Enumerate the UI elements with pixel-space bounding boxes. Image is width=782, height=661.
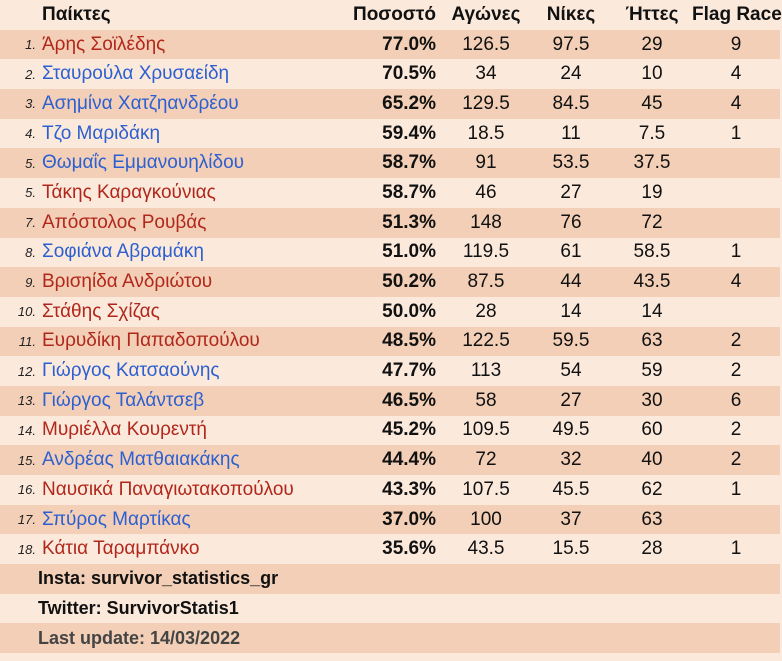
wins-cell: 27	[530, 386, 612, 416]
rank-cell: 5.	[0, 148, 38, 178]
rank-cell: 2.	[0, 59, 38, 89]
percentage-cell: 51.0%	[344, 238, 442, 268]
header-row	[0, 0, 780, 30]
games-cell: 28	[442, 297, 530, 327]
games-cell: 43.5	[442, 534, 530, 564]
table-row	[0, 475, 780, 505]
losses-cell: 19	[612, 178, 692, 208]
percentage-cell: 45.2%	[344, 416, 442, 446]
losses-cell: 59	[612, 356, 692, 386]
wins-cell: 76	[530, 208, 612, 238]
flag-race-cell	[692, 505, 780, 535]
rank-cell: 11.	[0, 327, 38, 357]
player-name: Σταυρούλα Χρυσαείδη	[38, 59, 344, 89]
rank-cell: 16.	[0, 475, 38, 505]
percentage-cell: 77.0%	[344, 30, 442, 60]
rank-cell: 18.	[0, 534, 38, 564]
instagram-handle: Insta: survivor_statistics_gr	[0, 564, 780, 594]
wins-cell: 27	[530, 178, 612, 208]
percentage-cell: 59.4%	[344, 119, 442, 149]
player-name: Άρης Σοϊλέδης	[38, 30, 344, 60]
percentage-cell: 43.3%	[344, 475, 442, 505]
wins-cell: 11	[530, 119, 612, 149]
wins-cell: 44	[530, 267, 612, 297]
games-cell: 18.5	[442, 119, 530, 149]
games-cell: 107.5	[442, 475, 530, 505]
table-row	[0, 297, 780, 327]
table-row	[0, 89, 780, 119]
percentage-header: Ποσοστό	[344, 0, 442, 30]
percentage-cell: 48.5%	[344, 327, 442, 357]
table-row	[0, 445, 780, 475]
flag-race-cell	[692, 148, 780, 178]
flag-race-header: Flag Race	[692, 0, 780, 30]
losses-cell: 60	[612, 416, 692, 446]
wins-cell: 61	[530, 238, 612, 268]
table-row	[0, 208, 780, 238]
player-name: Κάτια Ταραμπάνκο	[38, 534, 344, 564]
percentage-cell: 51.3%	[344, 208, 442, 238]
percentage-cell: 58.7%	[344, 148, 442, 178]
wins-cell: 32	[530, 445, 612, 475]
percentage-cell: 47.7%	[344, 356, 442, 386]
player-name: Ασημίνα Χατζηανδρέου	[38, 89, 344, 119]
player-name: Θωμαΐς Εμμανουηλίδου	[38, 148, 344, 178]
flag-race-cell: 2	[692, 327, 780, 357]
table-row	[0, 416, 780, 446]
rank-cell: 15.	[0, 445, 38, 475]
rank-cell: 1.	[0, 30, 38, 60]
wins-cell: 97.5	[530, 30, 612, 60]
rank-cell: 14.	[0, 416, 38, 446]
table-row	[0, 267, 780, 297]
last-update: Last update: 14/03/2022	[0, 623, 780, 653]
games-cell: 34	[442, 59, 530, 89]
percentage-cell: 58.7%	[344, 178, 442, 208]
flag-race-cell: 4	[692, 89, 780, 119]
losses-cell: 63	[612, 327, 692, 357]
player-name: Μυριέλλα Κουρεντή	[38, 416, 344, 446]
percentage-cell: 35.6%	[344, 534, 442, 564]
wins-cell: 14	[530, 297, 612, 327]
percentage-cell: 70.5%	[344, 59, 442, 89]
rank-cell: 17.	[0, 505, 38, 535]
player-name: Ευρυδίκη Παπαδοπούλου	[38, 327, 344, 357]
games-header: Αγώνες	[442, 0, 530, 30]
games-cell: 87.5	[442, 267, 530, 297]
games-cell: 122.5	[442, 327, 530, 357]
games-cell: 148	[442, 208, 530, 238]
player-name: Γιώργος Κατσαούνης	[38, 356, 344, 386]
player-name: Στάθης Σχίζας	[38, 297, 344, 327]
rank-cell: 3.	[0, 89, 38, 119]
table-row	[0, 386, 780, 416]
flag-race-cell: 6	[692, 386, 780, 416]
flag-race-cell: 4	[692, 267, 780, 297]
rank-cell: 8.	[0, 238, 38, 268]
flag-race-cell: 2	[692, 416, 780, 446]
table-row	[0, 505, 780, 535]
wins-cell: 84.5	[530, 89, 612, 119]
losses-cell: 63	[612, 505, 692, 535]
flag-race-cell	[692, 208, 780, 238]
losses-cell: 29	[612, 30, 692, 60]
losses-cell: 10	[612, 59, 692, 89]
rank-cell: 7.	[0, 208, 38, 238]
flag-race-cell: 1	[692, 475, 780, 505]
wins-cell: 24	[530, 59, 612, 89]
flag-race-cell: 2	[692, 445, 780, 475]
wins-cell: 37	[530, 505, 612, 535]
losses-cell: 72	[612, 208, 692, 238]
percentage-cell: 50.2%	[344, 267, 442, 297]
games-cell: 129.5	[442, 89, 530, 119]
losses-cell: 28	[612, 534, 692, 564]
losses-cell: 7.5	[612, 119, 692, 149]
percentage-cell: 44.4%	[344, 445, 442, 475]
games-cell: 119.5	[442, 238, 530, 268]
losses-cell: 14	[612, 297, 692, 327]
table-row	[0, 59, 780, 89]
rank-cell: 13.	[0, 386, 38, 416]
player-name: Ανδρέας Ματθαιακάκης	[38, 445, 344, 475]
games-cell: 91	[442, 148, 530, 178]
games-cell: 126.5	[442, 30, 530, 60]
wins-cell: 59.5	[530, 327, 612, 357]
losses-cell: 58.5	[612, 238, 692, 268]
wins-header: Νίκες	[530, 0, 612, 30]
flag-race-cell: 1	[692, 119, 780, 149]
losses-header: Ήττες	[612, 0, 692, 30]
rank-header	[0, 0, 38, 30]
losses-cell: 30	[612, 386, 692, 416]
player-name: Γιώργος Ταλάντσεβ	[38, 386, 344, 416]
flag-race-cell: 9	[692, 30, 780, 60]
flag-race-cell: 1	[692, 238, 780, 268]
table-row	[0, 30, 780, 60]
flag-race-cell: 4	[692, 59, 780, 89]
games-cell: 109.5	[442, 416, 530, 446]
percentage-cell: 50.0%	[344, 297, 442, 327]
flag-race-cell: 1	[692, 534, 780, 564]
player-name: Ναυσικά Παναγιωτακοπούλου	[38, 475, 344, 505]
games-cell: 72	[442, 445, 530, 475]
twitter-handle: Twitter: SurvivorStatis1	[0, 594, 780, 624]
rank-cell: 5.	[0, 178, 38, 208]
losses-cell: 62	[612, 475, 692, 505]
games-cell: 100	[442, 505, 530, 535]
player-name: Σοφιάνα Αβραμάκη	[38, 238, 344, 268]
wins-cell: 53.5	[530, 148, 612, 178]
table-row	[0, 238, 780, 268]
games-cell: 58	[442, 386, 530, 416]
losses-cell: 45	[612, 89, 692, 119]
player-name: Τζο Μαριδάκη	[38, 119, 344, 149]
flag-race-cell	[692, 178, 780, 208]
player-name: Τάκης Καραγκούνιας	[38, 178, 344, 208]
flag-race-cell	[692, 297, 780, 327]
rank-cell: 10.	[0, 297, 38, 327]
player-name: Απόστολος Ρουβάς	[38, 208, 344, 238]
losses-cell: 37.5	[612, 148, 692, 178]
losses-cell: 40	[612, 445, 692, 475]
losses-cell: 43.5	[612, 267, 692, 297]
table-row	[0, 356, 780, 386]
table-row	[0, 148, 780, 178]
games-cell: 113	[442, 356, 530, 386]
wins-cell: 15.5	[530, 534, 612, 564]
player-name: Σπύρος Μαρτίκας	[38, 505, 344, 535]
player-name: Βρισηίδα Ανδριώτου	[38, 267, 344, 297]
percentage-cell: 46.5%	[344, 386, 442, 416]
table-body	[0, 30, 780, 564]
flag-race-cell: 2	[692, 356, 780, 386]
table-row	[0, 534, 780, 564]
rank-cell: 4.	[0, 119, 38, 149]
rank-cell: 9.	[0, 267, 38, 297]
footer-twitter-row	[0, 594, 780, 624]
table-row	[0, 119, 780, 149]
wins-cell: 54	[530, 356, 612, 386]
footer-update-row	[0, 623, 780, 653]
table-row	[0, 178, 780, 208]
wins-cell: 45.5	[530, 475, 612, 505]
players-header: Παίκτες	[38, 0, 344, 30]
rank-cell: 12.	[0, 356, 38, 386]
percentage-cell: 37.0%	[344, 505, 442, 535]
footer-insta-row	[0, 564, 780, 594]
table-row	[0, 327, 780, 357]
wins-cell: 49.5	[530, 416, 612, 446]
games-cell: 46	[442, 178, 530, 208]
percentage-cell: 65.2%	[344, 89, 442, 119]
